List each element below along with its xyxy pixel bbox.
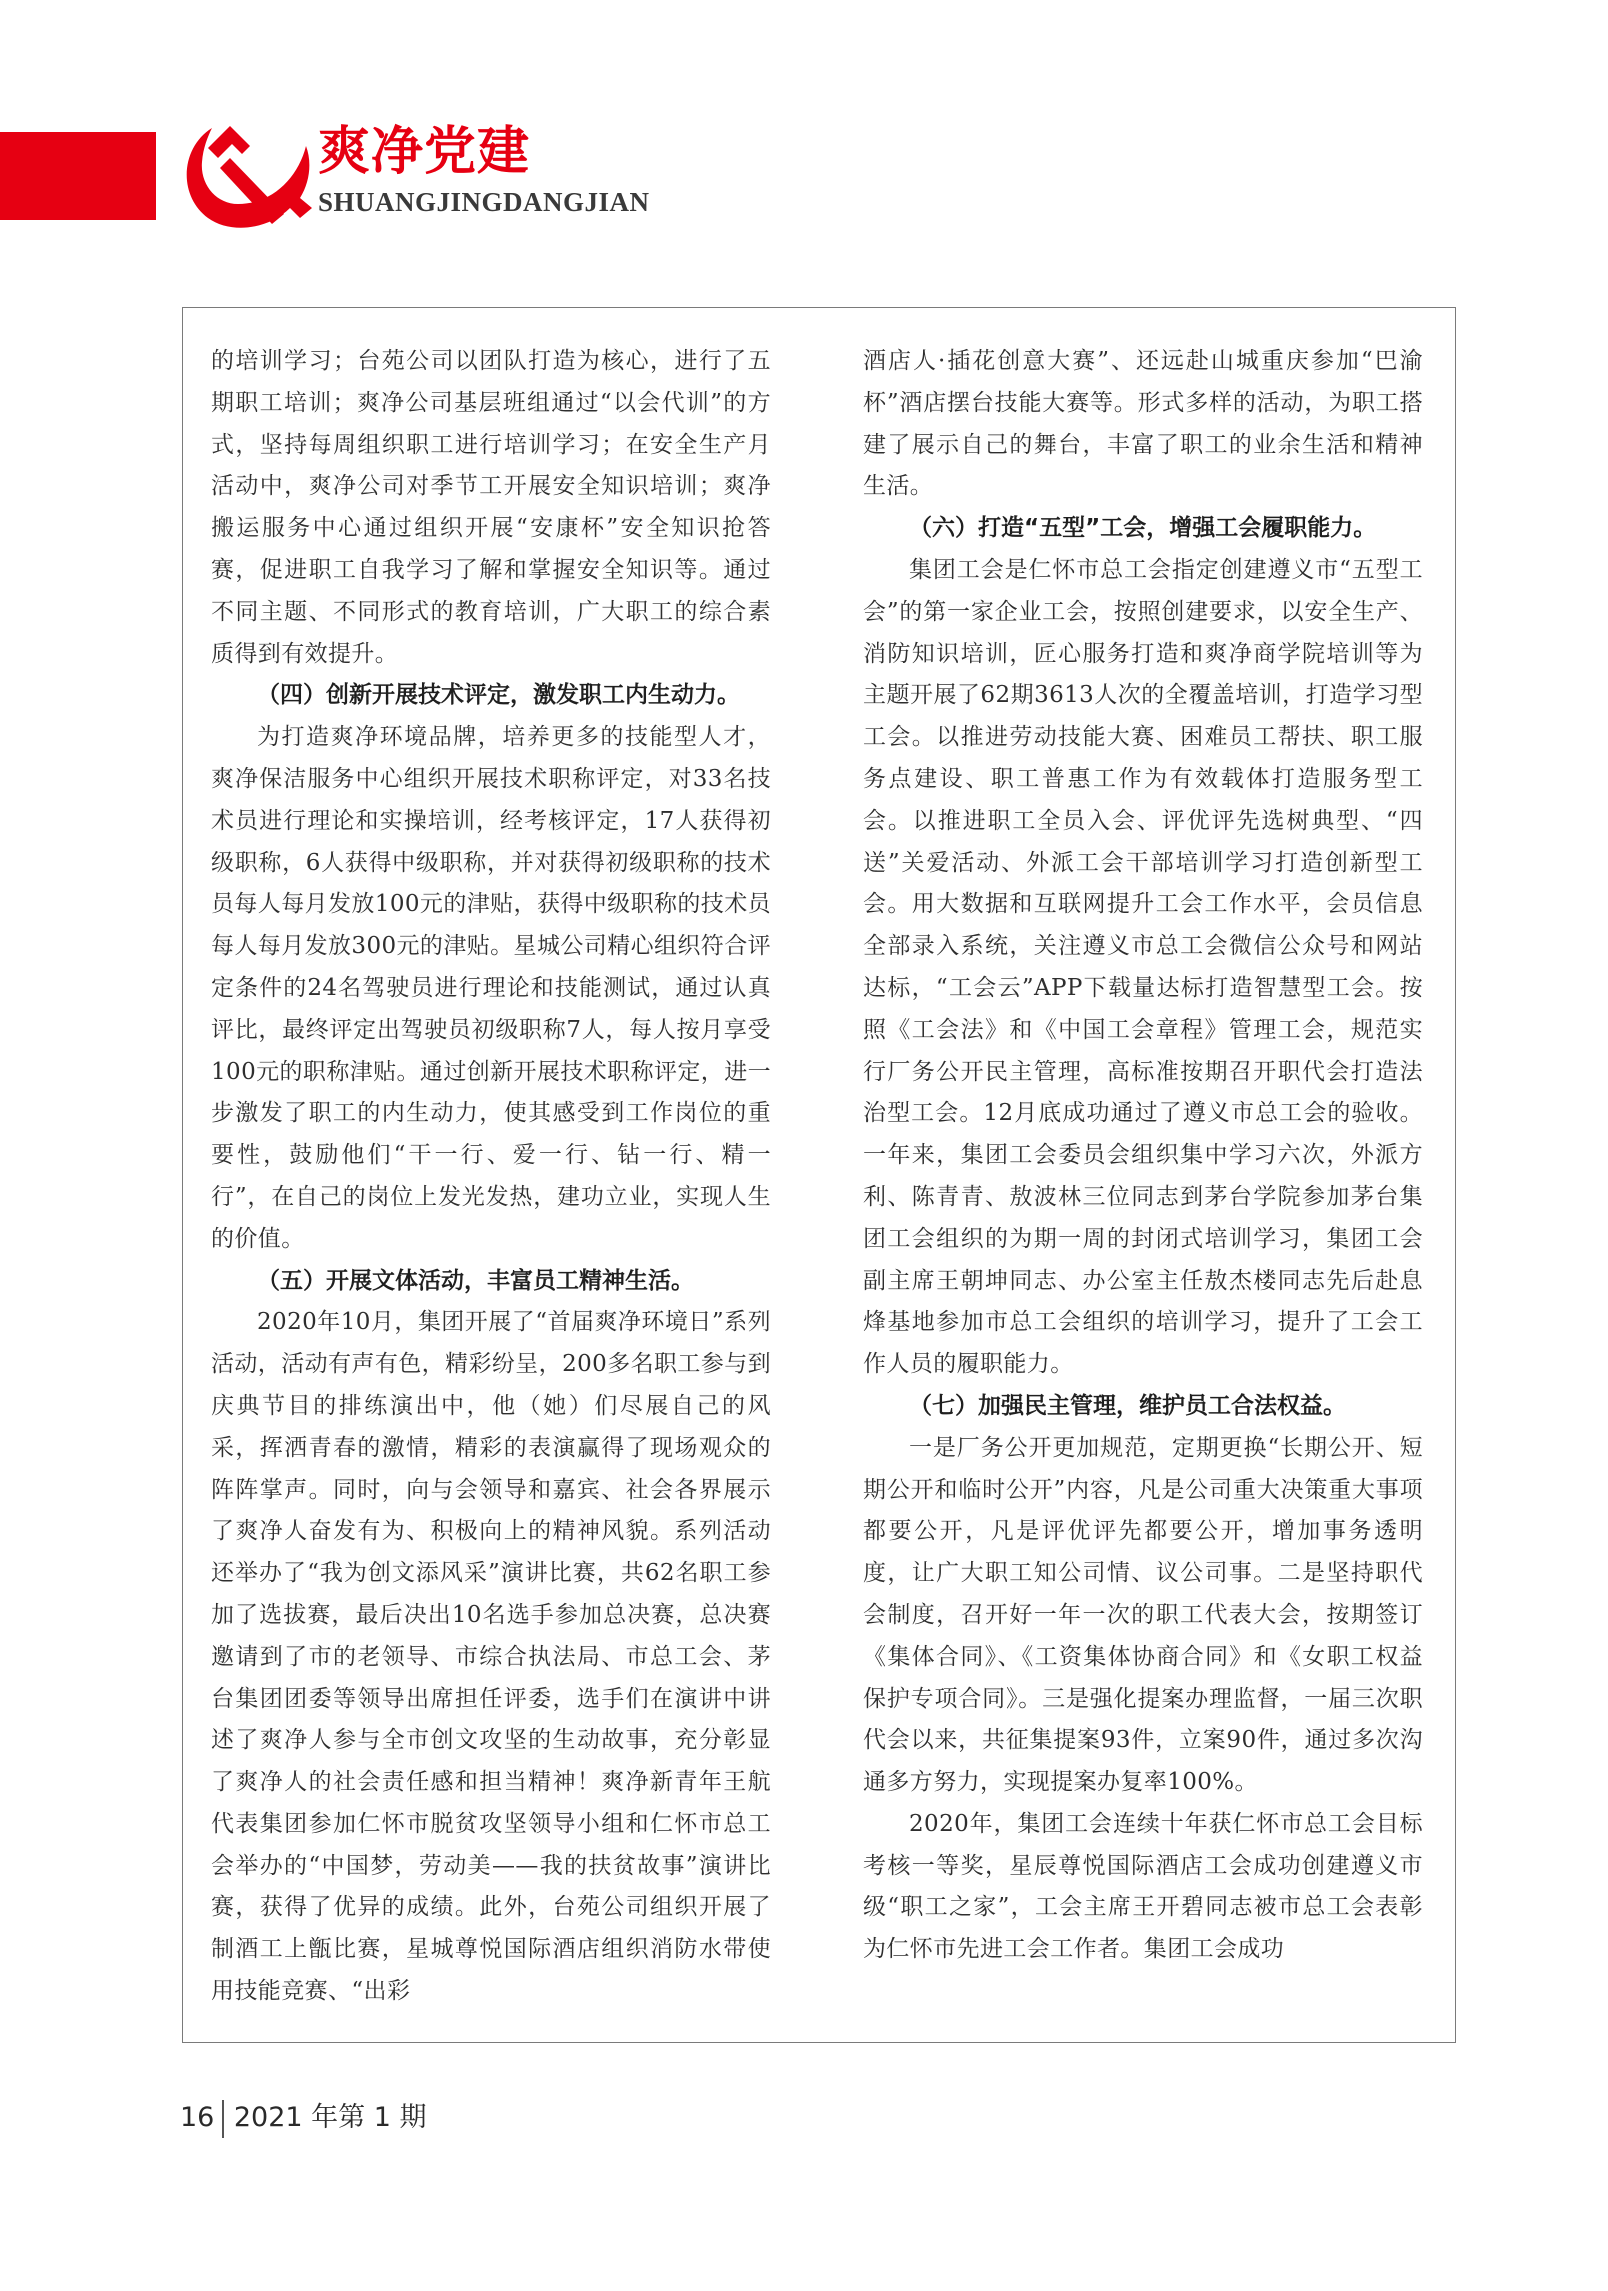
- brand-subtitle: SHUANGJINGDANGJIAN: [318, 187, 650, 217]
- section-heading: （五）开展文体活动，丰富员工精神生活。: [257, 1267, 694, 1294]
- page-number: 16: [180, 2102, 215, 2133]
- section-heading: （四）创新开展技术评定，激发职工内生动力。: [257, 682, 740, 709]
- paragraph: 一是厂务公开更加规范，定期更换“长期公开、短期公开和临时公开”内容，凡是公司重大决策重大事项都要公开，凡是评优评先都要公开，增加事务透明度，让广大职工知公司情、议公司事。二是坚持职代会制度，召开好一年一次的职工代表大会，按期签订《集体合同》、《工资集体协商合同》和《女职工权益保护专项合同》。三是强化提案办理监督，一届三次职代会以来，共征集提案93件，立案90件，通过多次沟通多方努力，实现提案办复率100%。: [863, 1434, 1423, 1796]
- paragraph: 集团工会是仁怀市总工会指定创建遵义市“五型工会”的第一家企业工会，按照创建要求，以安全生产、消防知识培训，匠心服务打造和爽净商学院培训等为主题开展了62期3613人次的全覆盖培训，打造学习型工会。以推进劳动技能大赛、困难员工帮扶、职工服务点建设、职工普惠工作为有效载体打造服务型工会。以推进职工全员入会、评优评先选树典型、“四送”关爱活动、外派工会干部培训学习打造创新型工会。用大数据和互联网提升工会工作水平，会员信息全部录入系统，关注遵义市总工会微信公众号和网站达标，“工会云”APP下载量达标打造智慧型工会。按照《工会法》和《中国工会章程》管理工会，规范实行厂务公开民主管理，高标准按期召开职代会打造法治型工会。12月底成功通过了遵义市总工会的验收。一年来，集团工会委员会组织集中学习六次，外派方利、陈青青、敖波林三位同志到茅台学院参加茅台集团工会组织的为期一周的封闭式培训学习，集团工会副主席王朝坤同志、办公室主任敖杰楼同志先后赴息烽基地参加市总工会组织的培训学习，提升了工会工作人员的履职能力。: [863, 556, 1423, 1378]
- section-heading: （七）加强民主管理，维护员工合法权益。: [909, 1392, 1346, 1419]
- paragraph: 的培训学习；台苑公司以团队打造为核心，进行了五期职工培训；爽净公司基层班组通过“以会代训”的方式，坚持每周组织职工进行培训学习；在安全生产月活动中，爽净公司对季节工开展安全知识培训；爽净搬运服务中心通过组织开展“安康杯”安全知识抢答赛，促进职工自我学习了解和掌握安全知识等。通过不同主题、不同形式的教育培训，广大职工的综合素质得到有效提升。: [211, 348, 771, 667]
- section-heading: （六）打造“五型”工会，增强工会履职能力。: [909, 515, 1377, 542]
- page-footer: [180, 2098, 427, 2138]
- header-red-block: [0, 132, 156, 220]
- hammer-sickle-icon: [172, 118, 322, 238]
- brand-title: 爽净党建: [318, 122, 531, 182]
- article-column-left: [211, 341, 771, 2021]
- footer-divider: [222, 2100, 224, 2138]
- article-box: [182, 307, 1456, 2043]
- article-column-right: [863, 341, 1423, 2021]
- paragraph: 为打造爽净环境品牌，培养更多的技能型人才，爽净保洁服务中心组织开展技术职称评定，对33名技术员进行理论和实操培训，经考核评定，17人获得初级职称，6人获得中级职称，并对获得初级职称的技术员每人每月发放100元的津贴，获得中级职称的技术员每人每月发放300元的津贴。星城公司精心组织符合评定条件的24名驾驶员进行理论和技能测试，通过认真评比，最终评定出驾驶员初级职称7人，每人按月享受100元的职称津贴。通过创新开展技术职称评定，进一步激发了职工的内生动力，使其感受到工作岗位的重要性，鼓励他们“干一行、爱一行、钻一行、精一行”，在自己的岗位上发光发热，建功立业，实现人生的价值。: [211, 724, 771, 1252]
- paragraph: 2020年，集团工会连续十年获仁怀市总工会目标考核一等奖，星辰尊悦国际酒店工会成功创建遵义市级“职工之家”，工会主席王开碧同志被市总工会表彰为仁怀市先进工会工作者。集团工会成功: [863, 1810, 1423, 1963]
- paragraph: 酒店人·插花创意大赛”、还远赴山城重庆参加“巴渝杯”酒店摆台技能大赛等。形式多样的活动，为职工搭建了展示自己的舞台，丰富了职工的业余生活和精神生活。: [863, 348, 1423, 500]
- paragraph: 2020年10月，集团开展了“首届爽净环境日”系列活动，活动有声有色，精彩纷呈，200多名职工参与到庆典节目的排练演出中，他（她）们尽展自己的风采，挥洒青春的激情，精彩的表演赢得了现场观众的阵阵掌声。同时，向与会领导和嘉宾、社会各界展示了爽净人奋发有为、积极向上的精神风貌。系列活动还举办了“我为创文添风采”演讲比赛，共62名职工参加了选拔赛，最后决出10名选手参加总决赛，总决赛邀请到了市的老领导、市综合执法局、市总工会、茅台集团团委等领导出席担任评委，选手们在演讲中讲述了爽净人参与全市创文攻坚的生动故事，充分彰显了爽净人的社会责任感和担当精神！爽净新青年王航代表集团参加仁怀市脱贫攻坚领导小组和仁怀市总工会举办的“中国梦，劳动美——我的扶贫故事”演讲比赛，获得了优异的成绩。此外，台苑公司组织开展了制酒工上甑比赛，星城尊悦国际酒店组织消防水带使用技能竞赛、“出彩: [211, 1309, 771, 2005]
- issue-label: 2021 年第 1 期: [233, 2102, 427, 2133]
